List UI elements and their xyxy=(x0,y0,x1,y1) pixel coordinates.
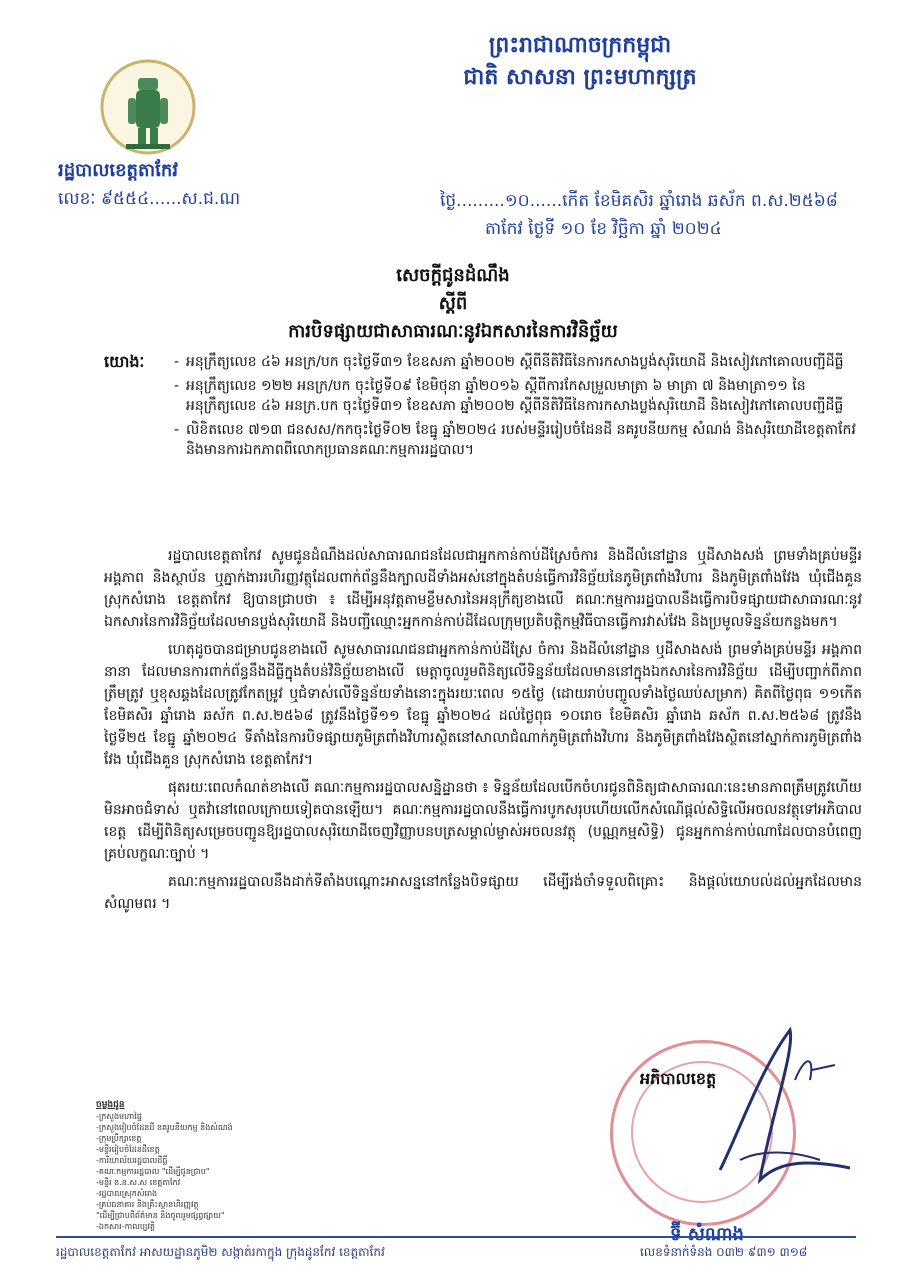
cc-item: -ការិយាល័យរដ្ឋបាលដីធ្លី xyxy=(96,1156,168,1165)
signatory-name: ទ៊ី សំណាង xyxy=(670,1224,744,1245)
footer-phone: លេខទំនាក់ទំនង ០៣២ ៩៣១ ៣១៨ xyxy=(640,1245,808,1259)
document-titles xyxy=(0,262,906,346)
body-paragraph: ផុតរយៈពេលកំណត់ខាងលើ គណៈកម្មការរដ្ឋបាលសន្និដ្ឋានថា ៖ ទិន្នន័យដែលបើកចំហរជូនពិនិត្យជាសាធារណៈនេះមានភាពត្រឹមត្រូវហើយមិនអាចជំទាស់ ឬតវ៉ានៅពេលក្រោយទៀតបានឡើយ។ គណៈកម្មការរដ្ឋបាលនឹងធ្វើការបូកសរុបហើយលើកសំណើផ្តល់សិទ្ធិលើអចលនវត្ថុទៅអភិបាលខេត្ត ដើម្បីពិនិត្យសម្រេចបញ្ជូនឱ្យរដ្ឋបាលសុរិយោដីចេញវិញ្ញាបនបត្រសម្គាល់ម្ចាស់អចលនវត្ថុ (បណ្ណកម្មសិទ្ធិ) ជូនអ្នកកាន់កាប់ណាដែលបានបំពេញគ្រប់លក្ខណៈច្បាប់ ។ xyxy=(104,780,862,862)
cc-item: -ឯកសារ-កាលប្បវត្តិ xyxy=(96,1222,155,1231)
cc-title: ចម្លងជូន xyxy=(96,1100,125,1110)
initial-mark xyxy=(790,1050,840,1090)
references xyxy=(104,352,864,464)
references-lead: យោងៈ xyxy=(104,352,145,371)
notice-body xyxy=(104,545,862,921)
copy-distribution xyxy=(96,1100,306,1232)
cc-item: -រដ្ឋបាលស្រុកសំរោង xyxy=(96,1189,158,1198)
provincial-emblem-icon xyxy=(98,58,198,156)
body-paragraph: គណៈកម្មការរដ្ឋបាលនឹងដាក់ទីតាំងបណ្តោះអាសន្ននៅកន្លែងបិទផ្សាយ ដើម្បីរង់ចាំទទួលពិគ្រោះ និងផ្តល់យោបល់ដល់អ្នកដែលមានសំណូមពរ ។ xyxy=(104,874,862,912)
footer-divider xyxy=(56,1236,856,1238)
references-list xyxy=(174,352,864,460)
notice-subject: ការបិទផ្សាយជាសាធារណៈនូវឯកសារនៃការវិនិច្ឆ័យ xyxy=(288,321,618,342)
cc-item: -ក្រុមប្រឹក្សាខេត្ត xyxy=(96,1134,142,1143)
notice-about: ស្តីពី xyxy=(438,293,468,314)
national-motto: ជាតិ សាសនា ព្រះមហាក្សត្រ xyxy=(463,65,697,90)
reference-item: - លិខិតលេខ ៧១៣ ជនសស/កកចុះថ្ងៃទី០២ ខែធ្នូ ឆ្នាំ២០២៤ របស់មន្ទីររៀបចំដែនដី នគរូបនីយកម្ម សំណង់ និងសុរិយោដីខេត្តតាកែវ និងមានការឯកភាពពីលោកប្រធានគណៈកម្មការរដ្ឋបាល។ xyxy=(174,420,864,460)
cc-item: -មន្ទីររៀបចំដែនដីខេត្ត xyxy=(96,1145,160,1154)
reference-item: - អនុក្រឹត្យលេខ ៤៦ អនក្រ/បក ចុះថ្ងៃទី៣១ ខែឧសភា ឆ្នាំ២០០២ ស្តីពីនីតិវិធីនៃការកសាងប្លង់សុរិយោដី និងសៀវភៅគោលបញ្ជីដីធ្លី xyxy=(174,352,864,372)
body-paragraph: រដ្ឋបាលខេត្តតាកែវ សូមជូនដំណឹងដល់សាធារណជនដែលជាអ្នកកាន់កាប់ដីស្រែចំការ និងដីលំនៅដ្ឋាន ឬដីសាងសង់ ព្រមទាំងគ្រប់មន្ទីរ អង្គភាព និងស្ថាប័ន ឬភ្នាក់ងាររហិរញ្ញវត្ថុដែលពាក់ព័ន្ធនឹងក្បាលដីទាំងអស់នៅក្នុងតំបន់ធ្វើការវិនិច្ឆ័យនៃភូមិត្រពាំងវិហារ និងភូមិត្រពាំងវែង ឃុំជើងគួន ស្រុកសំរោង ខេត្តតាកែវ ឱ្យបានជ្រាបថា ៖ ដើម្បីអនុវត្តតាមខ្លឹមសារនៃអនុក្រឹត្យខាងលើ គណៈកម្មការរដ្ឋបាលនឹងធ្វើការបិទផ្សាយជាសាធារណៈនូវឯកសារនៃការវិនិច្ឆ័យដែលមានប្លង់សុរិយោដី និងបញ្ជីឈ្មោះអ្នកកាន់កាប់ដីដែលក្រុមប្រតិបត្តិកម្មវិធីបានធ្វើការវាស់វែង និងប្រមូលទិន្នន័យកន្លងមក។ xyxy=(104,548,862,630)
cc-item: -គណៈកម្មការរដ្ឋបាល "ដើម្បីជូនជ្រាប" xyxy=(96,1167,210,1176)
cc-item: -គ្រប់ធនាគារ និងគ្រឹះស្ថានហិរញ្ញវត្ថុ xyxy=(96,1200,199,1209)
cc-item: "ដើម្បីជ្រាបពីព័ត៌មាន និងចូលរួមផ្សព្វផ្សាយ" xyxy=(96,1211,225,1220)
signatory-title: អភិបាលខេត្ត xyxy=(640,1069,717,1088)
governor-signature xyxy=(700,1010,860,1200)
cc-item: -ក្រសួងមហាផ្ទៃ xyxy=(96,1112,142,1121)
cc-item: -ក្រសួងរៀបចំដែនដី នគរូបនីយកម្ម និងសំណង់ xyxy=(96,1123,233,1132)
solar-date: តាកែវ ថ្ងៃទី ១០ ខែ វិច្ឆិកា ឆ្នាំ ២០២៤ xyxy=(485,219,722,239)
issuing-authority: រដ្ឋបាលខេត្តតាកែវ xyxy=(58,160,178,181)
notice-title: សេចក្តីជូនដំណឹង xyxy=(396,265,510,286)
reference-item: - អនុក្រឹត្យលេខ ១២២ អនក្រ/បក ចុះថ្ងៃទី០៩ ខែមិថុនា ឆ្នាំ២០១៦ ស្តីពីការកែសម្រួលមាត្រា ៦ មាត្រា ៧ និងមាត្រា១១ នៃអនុក្រឹត្យលេខ ៤៦ អនក្រ.បក ចុះថ្ងៃទី៣១ ខែឧសភា ឆ្នាំ២០០២ ស្តីពីនីតិវិធីនៃការកសាងប្លង់សុរិយោដី និងសៀវភៅគោលបញ្ជីដីធ្លី xyxy=(174,376,864,416)
letterhead xyxy=(300,30,860,94)
reference-number: លេខៈ ៩៥៥៤......ស.ជ.ណ xyxy=(58,189,241,209)
cc-item: -មន្ទីរ ន.ន.ស.ស ខេត្តតាកែវ xyxy=(96,1178,181,1187)
body-paragraph: ហេតុដូចបានជម្រាបជូនខាងលើ សូមសាធារណជនជាអ្នកកាន់កាប់ដីស្រែ ចំការ និងដីលំនៅដ្ឋាន ឬដីសាងសង់ ព្រមទាំងគ្រប់មន្ទីរ អង្គភាពនានា ដែលមានការពាក់ព័ន្ធនឹងដីធ្លីក្នុងតំបន់វិនិច្ឆ័យខាងលើ មេត្តាចូលរួមពិនិត្យលើទិន្នន័យដែលមាននៅក្នុងឯកសារនៃការវិនិច្ឆ័យ ដើម្បីបញ្ជាក់ពីភាពត្រឹមត្រូវ ឬខុសឆ្គងដែលត្រូវកែតម្រូវ ឬជំទាស់លើទិន្នន័យទាំងនោះក្នុងរយៈពេល ១៥ថ្ងៃ (ដោយរាប់បញ្ចូលទាំងថ្ងៃឈប់សម្រាក) គិតពីថ្ងៃពុធ ១១កើត ខែមិគសិរ ឆ្នាំរោង ឆស័ក ព.ស.២៥៦៨ ត្រូវនឹងថ្ងៃទី១១ ខែធ្នូ ឆ្នាំ២០២៤ ដល់ថ្ងៃពុធ ១០រោច ខែមិគសិរ ឆ្នាំរោង ឆស័ក ព.ស.២៥៦៨ ត្រូវនឹងថ្ងៃទី២៥ ខែធ្នូ ឆ្នាំ២០២៤ ទីតាំងនៃការបិទផ្សាយភូមិត្រពាំងវិហារស្ថិតនៅសាលាជំណាក់ភូមិត្រពាំងវិហារ និងភូមិត្រពាំងវែងស្ថិតនៅស្នាក់ការភូមិត្រពាំងវែង ឃុំជើងគួន ស្រុកសំរោង ខេត្តតាកែវ។ xyxy=(104,642,862,768)
lunar-date: ថ្ងៃ.........១០......កើត ខែមិគសិរ ឆ្នាំរោង ឆស័ក ព.ស.២៥៦៨ xyxy=(440,191,838,211)
footer-address: រដ្ឋបាលខេត្តតាកែវ អាសយដ្ឋានភូមិ២ សង្កាត់រកាក្នុង ក្រុងដូនកែវ ខេត្តតាកែវ xyxy=(56,1245,385,1259)
kingdom-title: ព្រះរាជាណាចក្រកម្ពុជា xyxy=(488,33,672,58)
